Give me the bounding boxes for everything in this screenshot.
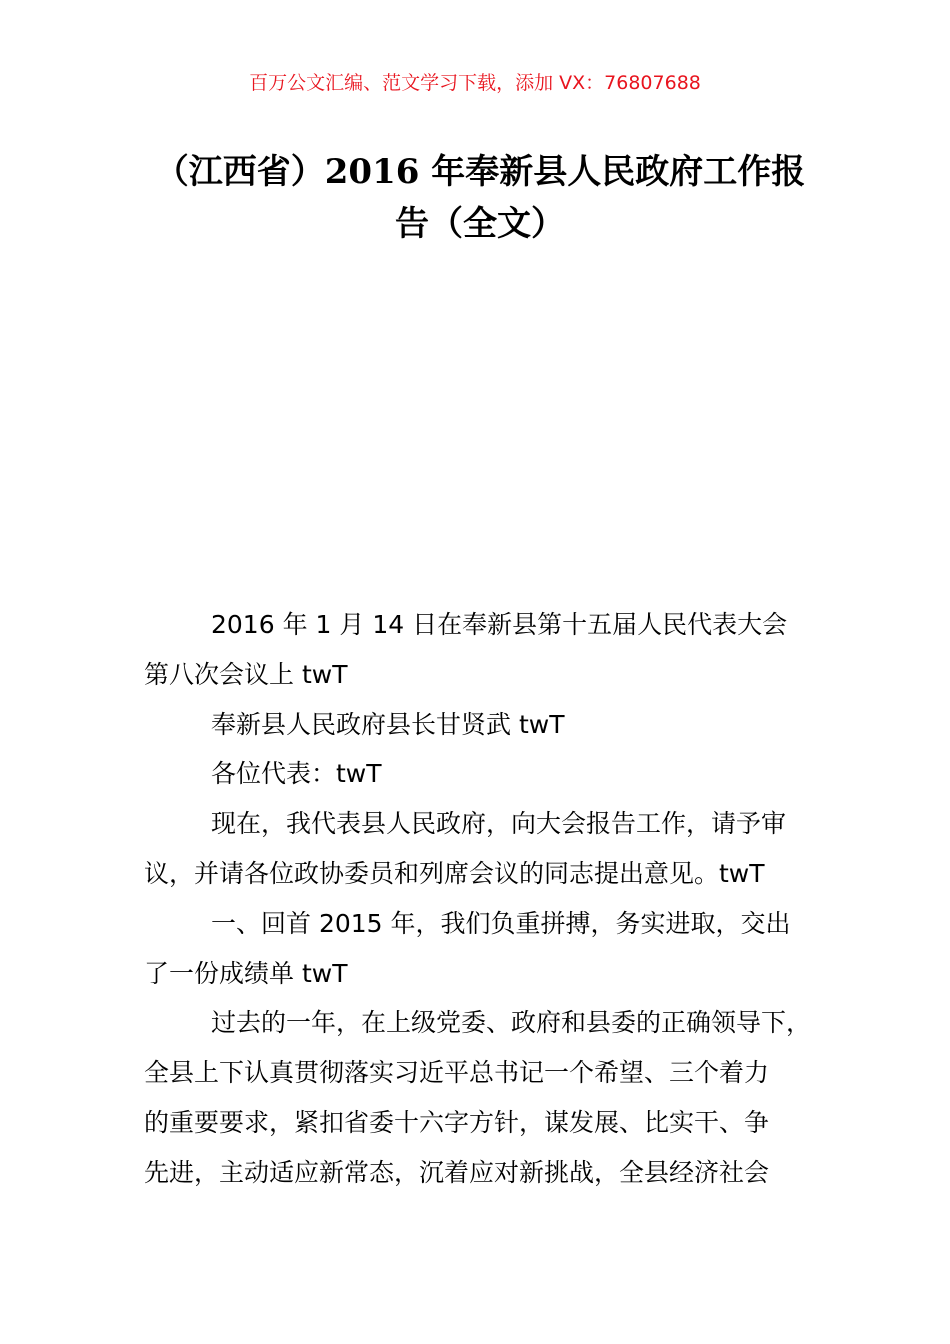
title-line-1: （江西省）2016 年奉新县人民政府工作报: [154, 152, 806, 192]
paragraph-line: 第八次会议上 twT: [144, 659, 348, 689]
paragraph-line: 过去的一年，在上级党委、政府和县委的正确领导下，: [211, 1008, 812, 1038]
paragraph: [144, 749, 844, 799]
paragraph: [144, 700, 844, 750]
paragraph-line: 了一份成绩单 twT: [144, 958, 348, 988]
paragraph-line: 的重要要求，紧扣省委十六字方针，谋发展、比实干、争: [144, 1107, 770, 1137]
paragraph: [144, 799, 844, 899]
paragraph-line: 现在，我代表县人民政府，向大会报告工作，请予审: [211, 809, 787, 839]
paragraph-line: 各位代表：twT: [211, 759, 382, 789]
document-title: [140, 146, 820, 250]
paragraph: [144, 998, 844, 1197]
paragraph-line: 一、回首 2015 年，我们负重拼搏，务实进取，交出: [211, 908, 791, 938]
paragraph: [144, 899, 844, 999]
paragraph-line: 先进，主动适应新常态，沉着应对新挑战，全县经济社会: [144, 1157, 770, 1187]
paragraph: [144, 600, 844, 700]
paragraph-line: 2016 年 1 月 14 日在奉新县第十五届人民代表大会: [211, 610, 788, 639]
watermark-banner: 百万公文汇编、范文学习下载，添加 VX：76807688: [249, 72, 701, 94]
paragraph-line: 议，并请各位政协委员和列席会议的同志提出意见。twT: [144, 858, 765, 888]
paragraph-line: 全县上下认真贯彻落实习近平总书记一个希望、三个着力: [144, 1058, 770, 1088]
document-body: [144, 600, 844, 1198]
paragraph-line: 奉新县人民政府县长甘贤武 twT: [211, 709, 565, 739]
title-line-2: 告（全文）: [395, 204, 565, 244]
